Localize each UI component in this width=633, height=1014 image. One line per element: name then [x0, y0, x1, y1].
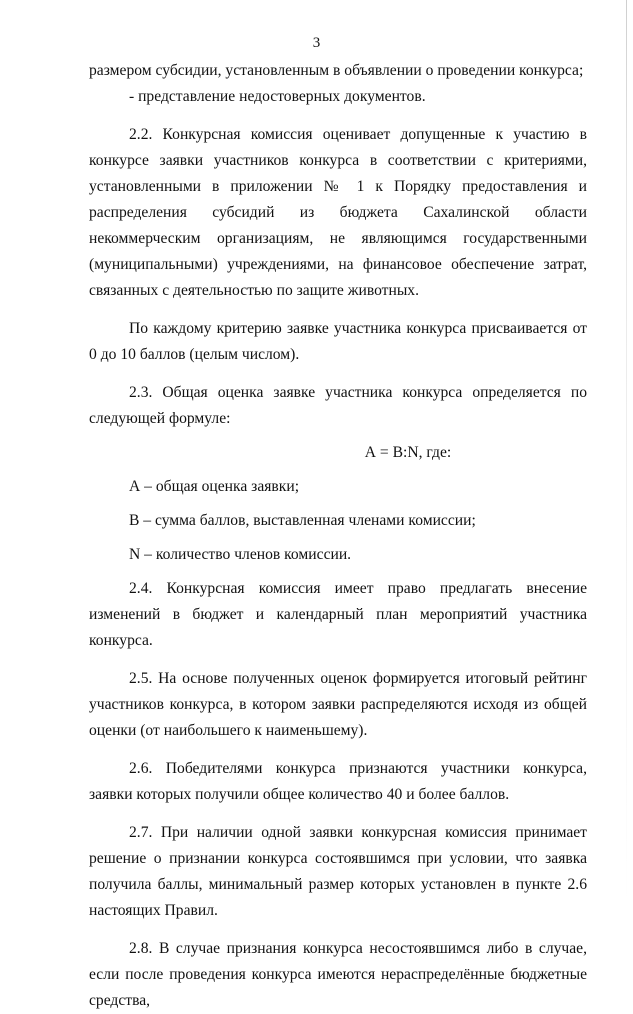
document-body: [89, 58, 587, 1014]
paragraph-continuation: размером субсидии, установленным в объявлении о проведении конкурса;: [89, 62, 584, 79]
formula-legend-n: N – количество членов комиссии.: [129, 546, 352, 563]
paragraph-2-8: 2.8. В случае признания конкурса несостоявшимся либо в случае, если после проведения конкурса имеются нераспределённые бюджетные средства,: [89, 940, 587, 1009]
paragraph-2-3: 2.3. Общая оценка заявке участника конкурса определяется по следующей формуле:: [89, 384, 587, 427]
paragraph-criteria-score: По каждому критерию заявке участника конкурса присваивается от 0 до 10 баллов (целым числом).: [89, 320, 587, 363]
paragraph-2-4: 2.4. Конкурсная комиссия имеет право предлагать внесение изменений в бюджет и календарный план мероприятий участника конкурса.: [89, 580, 587, 649]
paragraph-2-6: 2.6. Победителями конкурса признаются участники конкурса, заявки которых получили общее количество 40 и более баллов.: [89, 760, 587, 803]
paragraph-2-5: 2.5. На основе полученных оценок формируется итоговый рейтинг участников конкурса, в котором заявки распределяются исходя из общей оценки (от наибольшего к наименьшему).: [89, 670, 587, 739]
list-item-false-documents: - представление недостоверных документов.: [129, 88, 426, 105]
formula-legend-a: А – общая оценка заявки;: [129, 478, 300, 495]
paragraph-2-7: 2.7. При наличии одной заявки конкурсная комиссия принимает решение о признании конкурса состоявшимся при условии, что заявка получила баллы, минимальный размер которых установлен в пункте 2.6 настоящих Правил.: [89, 824, 587, 919]
formula: А = В:N, где:: [364, 444, 452, 461]
formula-legend-b: В – сумма баллов, выставленная членами комиссии;: [129, 512, 476, 529]
page-edge: [626, 0, 627, 905]
paragraph-2-2: 2.2. Конкурсная комиссия оценивает допущенные к участию в конкурсе заявки участников конкурса в соответствии с критериями, установленными в приложении № 1 к Порядку предоставления и распределения субсидий из бюджета Сахалинской области некоммерческим организациям, не являющимся государственными (муниципальными) учреждениями, на финансовое обеспечение затрат, связанных с деятельностью по защите животных.: [89, 126, 587, 299]
page-number: 3: [312, 35, 321, 51]
